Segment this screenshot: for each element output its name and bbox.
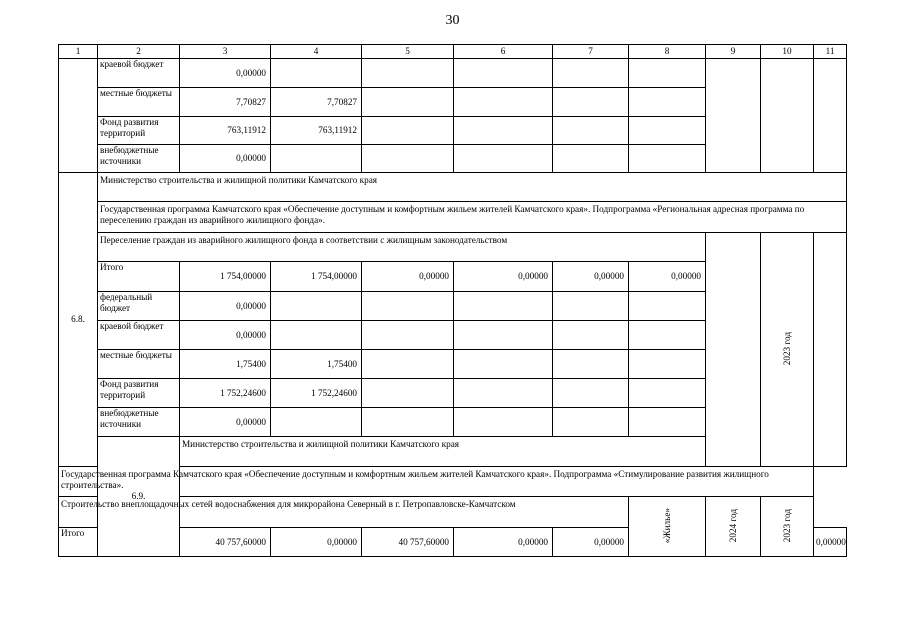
value-cell: 1,75400 — [271, 350, 362, 379]
value-cell: 1 752,24600 — [271, 379, 362, 408]
funding-source-label: краевой бюджет — [98, 321, 180, 350]
funding-source-label: местные бюджеты — [98, 88, 180, 117]
program-table — [58, 44, 847, 557]
value-cell: 0,00000 — [814, 528, 847, 557]
value-cell: 0,00000 — [180, 145, 271, 173]
year-text: 2023 год — [781, 331, 792, 365]
year-text: 2024 год — [727, 508, 738, 542]
section-number-cell — [59, 59, 98, 173]
event-row — [59, 233, 847, 262]
program-row — [59, 202, 847, 233]
value-cell — [271, 292, 362, 321]
header-cell: 2 — [98, 45, 180, 59]
value-cell: 40 757,60000 — [180, 528, 271, 557]
value-cell: 0,00000 — [454, 528, 553, 557]
funding-source-label: краевой бюджет — [98, 59, 180, 88]
funding-source-label: Фонд развития территорий — [98, 117, 180, 145]
project-text: «Жилье» — [661, 507, 672, 543]
value-cell: 763,11912 — [180, 117, 271, 145]
program-name: Государственная программа Камчатского края «Обеспечение доступным и комфортным жильем жителей Камчатского края». Подпрограмма «Региональная адресная программа по переселению граждан из аварийного жилищного фонда». — [98, 202, 847, 233]
table-row — [59, 59, 847, 88]
total-label: Итого — [59, 528, 98, 557]
event-name: Переселение граждан из аварийного жилищного фонда в соответствии с жилищным законодательством — [98, 233, 706, 262]
value-cell: 0,00000 — [180, 59, 271, 88]
value-cell: 0,00000 — [180, 292, 271, 321]
year-text: 2023 год — [781, 508, 792, 542]
program-row — [59, 467, 847, 497]
value-cell: 0,00000 — [553, 262, 629, 292]
page-number: 30 — [445, 13, 460, 28]
project-cell — [629, 497, 706, 557]
total-label: Итого — [98, 262, 180, 292]
funding-source-label: внебюджетные источники — [98, 145, 180, 173]
year-cell — [706, 497, 761, 557]
value-cell: 763,11912 — [271, 117, 362, 145]
header-cell: 7 — [553, 45, 629, 59]
value-cell: 0,00000 — [454, 262, 553, 292]
section-number: 6.8. — [59, 173, 98, 467]
ministry-row — [59, 173, 847, 202]
value-cell: 1 754,00000 — [180, 262, 271, 292]
value-cell: 1,75400 — [180, 350, 271, 379]
value-cell: 1 754,00000 — [271, 262, 362, 292]
funding-source-label: внебюджетные источники — [98, 408, 180, 437]
header-cell: 9 — [706, 45, 761, 59]
header-cell: 4 — [271, 45, 362, 59]
value-cell: 0,00000 — [180, 321, 271, 350]
value-cell — [271, 321, 362, 350]
ministry-row — [59, 437, 847, 467]
header-cell: 11 — [814, 45, 847, 59]
value-cell: 0,00000 — [180, 408, 271, 437]
header-row — [59, 45, 847, 59]
year-cell — [761, 497, 814, 557]
value-cell: 0,00000 — [629, 262, 706, 292]
value-cell: 0,00000 — [271, 528, 362, 557]
header-cell: 5 — [362, 45, 454, 59]
value-cell: 7,70827 — [180, 88, 271, 117]
year-cell — [761, 233, 814, 467]
value-cell: 0,00000 — [553, 528, 629, 557]
header-cell: 10 — [761, 45, 814, 59]
event-row — [59, 497, 847, 528]
header-cell: 3 — [180, 45, 271, 59]
header-cell: 6 — [454, 45, 553, 59]
event-name: Строительство внеплощадочных сетей водоснабжения для микрорайона Северный в г. Петропавловске-Камчатском — [59, 497, 629, 528]
value-cell — [271, 59, 362, 88]
value-cell — [271, 145, 362, 173]
value-cell: 40 757,60000 — [362, 528, 454, 557]
value-cell: 1 752,24600 — [180, 379, 271, 408]
section-number: 6.9. — [98, 437, 180, 557]
funding-source-label: федеральный бюджет — [98, 292, 180, 321]
value-cell — [271, 408, 362, 437]
header-cell: 8 — [629, 45, 706, 59]
program-name: Государственная программа Камчатского края «Обеспечение доступным и комфортным жильем жителей Камчатского края». Подпрограмма «Стимулирование развития жилищного строительства». — [59, 467, 814, 497]
value-cell: 0,00000 — [362, 262, 454, 292]
funding-source-label: Фонд развития территорий — [98, 379, 180, 408]
funding-source-label: местные бюджеты — [98, 350, 180, 379]
ministry-name: Министерство строительства и жилищной политики Камчатского края — [98, 173, 847, 202]
ministry-name: Министерство строительства и жилищной политики Камчатского края — [180, 437, 847, 467]
header-cell: 1 — [59, 45, 98, 59]
value-cell: 7,70827 — [271, 88, 362, 117]
